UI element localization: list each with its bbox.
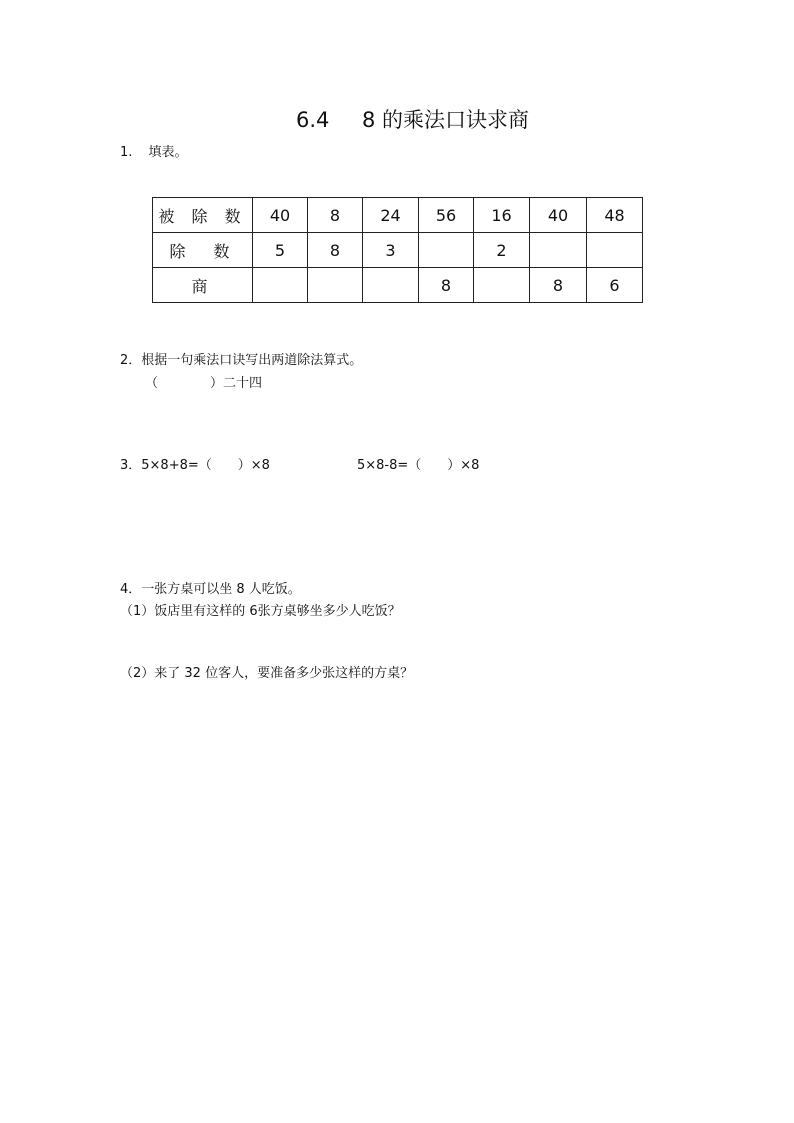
table-row-dividend: [153, 198, 643, 233]
table-cell: [530, 233, 587, 268]
row-header: 被 除 数: [153, 198, 253, 233]
table-cell: 40: [253, 198, 308, 233]
table-cell: [419, 233, 474, 268]
q1-heading: [120, 141, 188, 160]
table-cell: [363, 268, 419, 303]
row-header: 除 数: [153, 233, 253, 268]
division-table: [152, 197, 643, 303]
table-cell: 48: [587, 198, 643, 233]
table-cell: 8: [308, 198, 363, 233]
q1-label: 1.: [120, 145, 133, 160]
q2-line: （ ）二十四: [145, 376, 263, 391]
q1-text: 填表。: [148, 145, 188, 160]
title-number: 6.4: [296, 108, 330, 132]
table-cell: 8: [419, 268, 474, 303]
table-cell: 2: [474, 233, 530, 268]
q4-sub2: （2）来了 32 位客人，要准备多少张这样的方桌？: [120, 666, 414, 681]
row-header: 商: [153, 268, 253, 303]
table-cell: 24: [363, 198, 419, 233]
table-cell: [308, 268, 363, 303]
title-text: 8 的乘法口诀求商: [362, 108, 530, 132]
table-cell: 16: [474, 198, 530, 233]
table-cell: [587, 233, 643, 268]
page-title: [296, 104, 529, 134]
table-cell: [253, 268, 308, 303]
table-cell: 6: [587, 268, 643, 303]
table-cell: [474, 268, 530, 303]
q4-sub1: （1）饭店里有这样的 6张方桌够坐多少人吃饭？: [120, 604, 401, 619]
q2-text: 2．根据一句乘法口诀写出两道除法算式。: [120, 353, 363, 368]
table-cell: 56: [419, 198, 474, 233]
table-cell: 5: [253, 233, 308, 268]
q3-left: 3．5×8+8=（ ）×8: [120, 458, 270, 473]
q4-text: 4．一张方桌可以坐 8 人吃饭。: [120, 582, 301, 597]
table-cell: 40: [530, 198, 587, 233]
table-cell: 8: [530, 268, 587, 303]
table-cell: 3: [363, 233, 419, 268]
table-row-quotient: [153, 268, 643, 303]
table-row-divisor: [153, 233, 643, 268]
q3-right: 5×8-8=（ ）×8: [357, 458, 480, 473]
table-cell: 8: [308, 233, 363, 268]
